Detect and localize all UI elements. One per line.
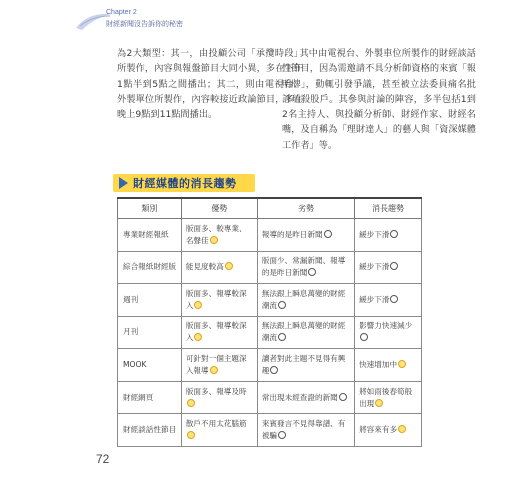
table-row: [118, 349, 422, 382]
smiley-face-icon: [187, 431, 195, 439]
cell-category: [118, 414, 182, 447]
cell-trend: [355, 251, 422, 284]
frowny-face-icon: [390, 230, 398, 238]
cell-pros: [181, 414, 257, 447]
cell-pros-text: 散戶不用太花腦筋: [185, 419, 247, 429]
cell-cons-text: 來賓發言不見得靠譜、有被騙: [261, 419, 346, 441]
trend-table-container: [117, 197, 422, 447]
cell-cons-text: 無法跟上瞬息萬變的財經潮流: [261, 321, 346, 343]
cell-pros-text: 可針對一個主題深入報導: [185, 354, 247, 376]
cell-category-text: 財經談話性節目: [123, 425, 177, 435]
chapter-label: Chapter 2: [106, 9, 137, 16]
smiley-face-icon: [187, 399, 195, 407]
section-title-text: 財經媒體的消長趨勢: [133, 177, 237, 190]
cell-cons-text: 報導的是昨日新聞: [261, 229, 323, 239]
section-title: [113, 172, 253, 194]
cell-pros: [181, 316, 257, 349]
smiley-face-icon: [194, 333, 202, 341]
header-trend: 消長趨勢: [355, 198, 422, 219]
body-paragraph-right: 其中由電視台、外製車位所製作的財經談話性節目，因為需邀請不具分析師資格的來賓「報明牌」，動輒引發爭議，甚至被立法委員痛名批評玩殺股戶。其參與討論的陣容，多半包括1到2名主持人、與投顧分析師、財經作家、財經名嘴，及自稱為「理財達人」的藝人與「資深媒體工作者」等。: [282, 48, 476, 151]
cell-category: [118, 284, 182, 317]
cell-category-text: 月刊: [123, 327, 139, 337]
body-paragraph-left: 為2大類型：其一，由投顧公司「承攬時段」所製作，內容與報盤節目大同小異，多在下午1點半到5點之間播出；其二，則由電視台、外製單位所製作，內容較接近政論節目，多在晚上9點到11點間播出。: [117, 48, 303, 121]
smiley-face-icon: [210, 236, 218, 244]
cell-cons: [257, 381, 354, 414]
triangle-icon: [119, 177, 128, 189]
page-number: 72: [96, 452, 110, 466]
table-row: [118, 251, 422, 284]
cell-category-text: 綜合報紙財經版: [123, 262, 177, 272]
cell-category-text: 專業財經報紙: [123, 229, 169, 239]
cell-category: [118, 219, 182, 252]
smiley-face-icon: [225, 262, 233, 270]
cell-category-text: 財經網頁: [123, 392, 154, 402]
cell-trend: [355, 219, 422, 252]
frowny-face-icon: [308, 268, 316, 276]
chapter-subtitle: 財經新聞沒告訴你的秘密: [106, 20, 183, 28]
cell-pros: [181, 284, 257, 317]
cell-trend: [355, 414, 422, 447]
cell-pros: [181, 349, 257, 382]
frowny-face-icon: [278, 301, 286, 309]
cell-cons-text: 讀者對此主題不見得有興趣: [261, 354, 346, 376]
table-row: [118, 414, 422, 447]
cell-cons: [257, 414, 354, 447]
frowny-face-icon: [278, 333, 286, 341]
smiley-face-icon: [398, 425, 406, 433]
table-row: [118, 381, 422, 414]
cell-trend-text: 緩步下滑: [359, 262, 390, 272]
header-pros: 優勢: [181, 198, 257, 219]
trend-table: [117, 197, 422, 447]
cell-category-text: 週刊: [123, 294, 139, 304]
cell-category: [118, 349, 182, 382]
cell-cons: [257, 219, 354, 252]
cell-trend-text: 緩步下滑: [359, 229, 390, 239]
cell-pros-text: 版面多、報導及時: [185, 386, 247, 396]
chapter-header: [92, 8, 232, 34]
frowny-face-icon: [278, 431, 286, 439]
cell-cons-text: 無法跟上瞬息萬變的財經潮流: [261, 288, 346, 310]
cell-cons: [257, 284, 354, 317]
cell-category-text: MOOK: [123, 360, 147, 370]
smiley-face-icon: [210, 366, 218, 374]
cell-trend: [355, 284, 422, 317]
cell-category: [118, 316, 182, 349]
smiley-face-icon: [398, 360, 406, 368]
cell-cons: [257, 316, 354, 349]
cell-pros-text: 版面多、較專業、名聲佳: [185, 223, 247, 245]
cell-trend-text: 將如雨後春筍般出現: [359, 386, 413, 408]
cell-pros-text: 版面多、報導較深入: [185, 321, 247, 343]
cell-pros-text: 能見度較高: [185, 262, 224, 272]
cell-category: [118, 251, 182, 284]
header-category: 類別: [118, 198, 182, 219]
table-header-row: [118, 198, 422, 219]
cell-cons: [257, 349, 354, 382]
cell-cons: [257, 251, 354, 284]
table-row: [118, 219, 422, 252]
cell-pros-text: 版面多、報導較深入: [185, 288, 247, 310]
cell-pros: [181, 251, 257, 284]
cell-trend: [355, 349, 422, 382]
frowny-face-icon: [324, 230, 332, 238]
table-row: [118, 316, 422, 349]
cell-trend-text: 將容來有多: [359, 425, 398, 435]
cell-trend-text: 緩步下滑: [359, 294, 390, 304]
cell-cons-text: 版面少、常漏新聞、報導的是昨日新聞: [261, 256, 346, 278]
frowny-face-icon: [339, 393, 347, 401]
frowny-face-icon: [390, 295, 398, 303]
cell-pros: [181, 381, 257, 414]
cell-trend-text: 影響力快速減少: [359, 321, 413, 331]
cell-trend: [355, 316, 422, 349]
cell-category: [118, 381, 182, 414]
cell-trend: [355, 381, 422, 414]
header-cons: 劣勢: [257, 198, 354, 219]
frowny-face-icon: [390, 262, 398, 270]
smiley-face-icon: [375, 399, 383, 407]
smiley-face-icon: [194, 301, 202, 309]
cell-pros: [181, 219, 257, 252]
cell-trend-text: 快速增加中: [359, 360, 398, 370]
frowny-face-icon: [360, 333, 368, 341]
frowny-face-icon: [270, 366, 278, 374]
cell-cons-text: 常出現未經查證的新聞: [261, 392, 338, 402]
table-row: [118, 284, 422, 317]
